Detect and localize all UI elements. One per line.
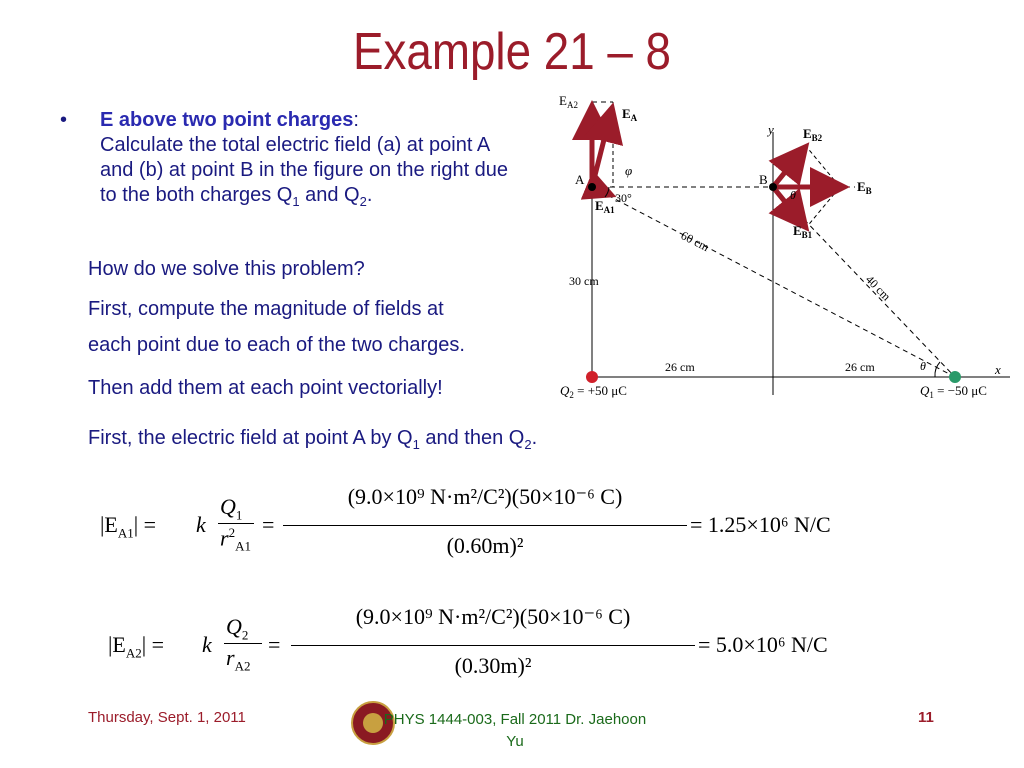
label-theta-q1: θ (920, 359, 926, 373)
equation-ea2 (108, 600, 908, 700)
eq1-frac-num: $Q_1$ (220, 494, 243, 523)
label-dist-30: 30 cm (569, 274, 599, 288)
label-dist-26-left: 26 cm (665, 360, 695, 374)
eq1-equals: = (262, 512, 275, 537)
label-theta-b: θ (790, 188, 796, 202)
q1-dot (949, 371, 961, 383)
bullet-text: Calculate the total electric field (a) at point A and (b) at point B in the figure on the right due to the both charges Q (100, 134, 509, 206)
label-ea2: $E_{A2}$ (559, 93, 578, 110)
label-ea1: $E_{A1}$ (595, 198, 615, 215)
label-dist-26-right: 26 cm (845, 360, 875, 374)
eq2-numerator: (9.0×10⁹ N·m²/C²)(50×10⁻⁶ C) (355, 604, 631, 629)
label-angle-30: 30° (615, 191, 632, 205)
eq2-lhs: $|E_{A2}|$ = (108, 632, 165, 661)
eq2-frac-num: $Q_2$ (226, 614, 249, 643)
q2-dot (586, 371, 598, 383)
footer-course (360, 709, 670, 753)
step3-text-and: and then Q (419, 427, 525, 449)
bullet-sub-2: 2 (359, 194, 367, 209)
step1-line-a: First, compute the magnitude of fields at (88, 298, 444, 320)
page-number: 11 (918, 709, 934, 726)
question-line: How do we solve this problem? (88, 258, 365, 280)
label-point-a: A (575, 172, 585, 187)
eq1-k: k (196, 512, 206, 537)
step2-line: Then add them at each point vectorially! (88, 377, 443, 399)
field-diagram (535, 90, 1015, 410)
label-eb2: $E_{B2}$ (803, 126, 823, 143)
step3-text: First, the electric field at point A by Q (88, 427, 413, 449)
label-ea: $E_A$ (622, 106, 638, 123)
eq2-result: = 5.0×10⁶ N/C (698, 632, 828, 657)
label-dist-40: 40 cm (862, 272, 894, 304)
label-q1: $Q_1 = -50$ μC (920, 383, 987, 400)
step3-text-end: . (531, 427, 538, 449)
eq1-numerator: (9.0×10⁹ N·m²/C²)(50×10⁻⁶ C) (347, 484, 623, 509)
bullet-text-end: . (366, 184, 373, 206)
step3-sub-2: 2 (524, 437, 532, 452)
label-dist-60: 60 cm (678, 228, 712, 255)
label-eb1: $E_{B1}$ (793, 223, 813, 240)
footer-course-line2: Yu (506, 733, 524, 750)
step1-line-b: each point due to each of the two charges. (88, 334, 465, 356)
step3-line (88, 427, 537, 452)
bullet-text-and: and Q (299, 184, 360, 206)
ea-arrow (592, 112, 611, 187)
eq2-k: k (202, 632, 212, 657)
eq1-lhs: $|E_{A1}|$ = (100, 512, 157, 541)
label-point-b: B (759, 172, 768, 187)
eq2-denominator: (0.30m)² (454, 653, 532, 678)
equation-ea1 (100, 480, 900, 580)
label-axis-x: x (995, 362, 1001, 377)
footer-course-line1: PHYS 1444-003, Fall 2011 Dr. Jaehoon (383, 711, 647, 728)
eq1-frac-den: $r^2_{A1}$ (220, 525, 251, 554)
bullet-marker: • (60, 109, 68, 131)
eq2-frac-den: $r_{A2}$ (226, 645, 251, 674)
eq2-equals: = (268, 632, 281, 657)
bullet-sub-1: 1 (292, 194, 300, 209)
label-eb: $E_B$ (857, 179, 872, 196)
eb2-arrow (773, 150, 803, 187)
slide-title: Example 21 – 8 (353, 23, 671, 81)
eq1-denominator: (0.60m)² (446, 533, 524, 558)
label-axis-y: y (768, 122, 774, 137)
bullet-colon: : (353, 109, 359, 131)
eb1-arrow (773, 187, 803, 224)
bullet-heading: E above two point charges (100, 109, 354, 131)
label-q2: $Q_2 = +50$ μC (560, 383, 627, 400)
eq1-result: = 1.25×10⁶ N/C (690, 512, 831, 537)
step3-sub-1: 1 (412, 437, 420, 452)
bullet-body (100, 108, 520, 214)
label-phi: φ (625, 163, 633, 178)
footer-date: Thursday, Sept. 1, 2011 (88, 709, 246, 726)
